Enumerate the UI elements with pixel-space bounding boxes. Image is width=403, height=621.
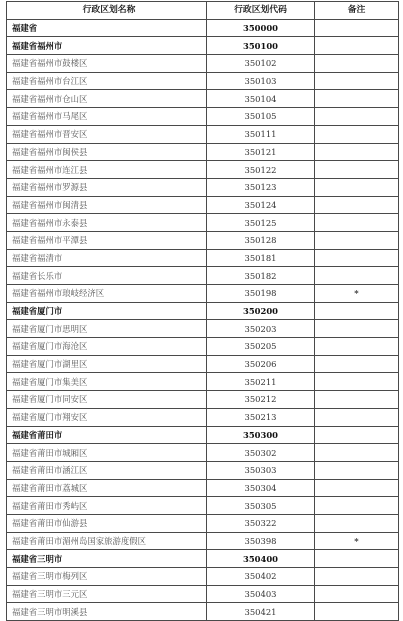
remark-cell: [315, 90, 399, 108]
remark-cell: [315, 408, 399, 426]
table-row: [7, 426, 399, 444]
division-code-cell: 350000: [207, 19, 315, 37]
division-name-cell: 福建省福州市台江区: [7, 72, 207, 90]
division-name-cell: 福建省莆田市秀屿区: [7, 497, 207, 515]
remark-cell: [315, 196, 399, 214]
table-row: [7, 514, 399, 532]
remark-cell: [315, 143, 399, 161]
division-code-cell: 350124: [207, 196, 315, 214]
table-header-row: [7, 2, 399, 20]
table-row: [7, 55, 399, 73]
remark-cell: *: [315, 532, 399, 550]
division-name-cell: 福建省厦门市集美区: [7, 373, 207, 391]
remark-cell: [315, 108, 399, 126]
remark-cell: [315, 373, 399, 391]
division-code-cell: 350122: [207, 161, 315, 179]
table-row: [7, 444, 399, 462]
remark-cell: [315, 514, 399, 532]
header-name: 行政区划名称: [7, 2, 207, 20]
table-row: [7, 568, 399, 586]
division-code-cell: 350303: [207, 461, 315, 479]
division-code-cell: 350403: [207, 585, 315, 603]
remark-cell: [315, 161, 399, 179]
division-name-cell: 福建省长乐市: [7, 267, 207, 285]
division-name-cell: 福建省三明市明溪县: [7, 603, 207, 621]
division-name-cell: 福建省莆田市涵江区: [7, 461, 207, 479]
table-row: [7, 72, 399, 90]
division-name-cell: 福建省莆田市仙游县: [7, 514, 207, 532]
table-row: [7, 108, 399, 126]
admin-division-table: [6, 1, 399, 621]
division-code-cell: 350205: [207, 338, 315, 356]
division-code-cell: 350200: [207, 302, 315, 320]
division-code-cell: 350100: [207, 37, 315, 55]
division-name-cell: 福建省福州市平潭县: [7, 231, 207, 249]
remark-cell: [315, 231, 399, 249]
remark-cell: [315, 37, 399, 55]
division-name-cell: 福建省厦门市同安区: [7, 391, 207, 409]
table-row: [7, 497, 399, 515]
division-name-cell: 福建省福州市连江县: [7, 161, 207, 179]
table-row: [7, 231, 399, 249]
remark-cell: [315, 444, 399, 462]
table-row: [7, 408, 399, 426]
remark-cell: [315, 550, 399, 568]
division-name-cell: 福建省福州市永泰县: [7, 214, 207, 232]
division-name-cell: 福建省福清市: [7, 249, 207, 267]
table-body: [7, 19, 399, 620]
remark-cell: [315, 426, 399, 444]
division-code-cell: 350105: [207, 108, 315, 126]
division-name-cell: 福建省莆田市荔城区: [7, 479, 207, 497]
table-row: [7, 178, 399, 196]
table-row: [7, 249, 399, 267]
remark-cell: [315, 55, 399, 73]
remark-cell: [315, 214, 399, 232]
division-name-cell: 福建省: [7, 19, 207, 37]
division-code-cell: 350300: [207, 426, 315, 444]
division-code-cell: 350128: [207, 231, 315, 249]
division-code-cell: 350181: [207, 249, 315, 267]
division-code-cell: 350111: [207, 125, 315, 143]
table-row: [7, 161, 399, 179]
division-code-cell: 350400: [207, 550, 315, 568]
remark-cell: [315, 302, 399, 320]
division-name-cell: 福建省莆田市湄州岛国家旅游度假区: [7, 532, 207, 550]
table-row: [7, 196, 399, 214]
table-row: [7, 391, 399, 409]
division-code-cell: 350104: [207, 90, 315, 108]
table-row: [7, 603, 399, 621]
division-code-cell: 350213: [207, 408, 315, 426]
table-row: [7, 585, 399, 603]
remark-cell: [315, 320, 399, 338]
table-row: [7, 37, 399, 55]
remark-cell: [315, 603, 399, 621]
division-code-cell: 350305: [207, 497, 315, 515]
division-code-cell: 350322: [207, 514, 315, 532]
division-code-cell: 350125: [207, 214, 315, 232]
division-code-cell: 350212: [207, 391, 315, 409]
division-name-cell: 福建省福州市闽清县: [7, 196, 207, 214]
remark-cell: [315, 479, 399, 497]
division-name-cell: 福建省福州市闽侯县: [7, 143, 207, 161]
table-row: [7, 19, 399, 37]
remark-cell: [315, 125, 399, 143]
division-name-cell: 福建省厦门市湖里区: [7, 355, 207, 373]
division-name-cell: 福建省福州市: [7, 37, 207, 55]
division-code-cell: 350304: [207, 479, 315, 497]
table-row: [7, 373, 399, 391]
division-code-cell: 350103: [207, 72, 315, 90]
division-code-cell: 350398: [207, 532, 315, 550]
table-row: [7, 285, 399, 303]
division-name-cell: 福建省福州市鼓楼区: [7, 55, 207, 73]
remark-cell: *: [315, 285, 399, 303]
table-row: [7, 338, 399, 356]
table-row: [7, 302, 399, 320]
table-row: [7, 90, 399, 108]
division-name-cell: 福建省福州市罗源县: [7, 178, 207, 196]
remark-cell: [315, 338, 399, 356]
division-name-cell: 福建省莆田市: [7, 426, 207, 444]
division-name-cell: 福建省厦门市思明区: [7, 320, 207, 338]
division-name-cell: 福建省三明市三元区: [7, 585, 207, 603]
division-code-cell: 350302: [207, 444, 315, 462]
remark-cell: [315, 249, 399, 267]
table-row: [7, 461, 399, 479]
division-name-cell: 福建省福州市琅岐经济区: [7, 285, 207, 303]
division-code-cell: 350203: [207, 320, 315, 338]
division-code-cell: 350121: [207, 143, 315, 161]
division-name-cell: 福建省三明市: [7, 550, 207, 568]
header-note: 备注: [315, 2, 399, 20]
remark-cell: [315, 355, 399, 373]
table-row: [7, 143, 399, 161]
remark-cell: [315, 72, 399, 90]
division-name-cell: 福建省厦门市海沧区: [7, 338, 207, 356]
division-name-cell: 福建省福州市马尾区: [7, 108, 207, 126]
division-name-cell: 福建省三明市梅列区: [7, 568, 207, 586]
division-code-cell: 350402: [207, 568, 315, 586]
remark-cell: [315, 497, 399, 515]
division-code-cell: 350198: [207, 285, 315, 303]
remark-cell: [315, 568, 399, 586]
division-code-cell: 350102: [207, 55, 315, 73]
table-row: [7, 125, 399, 143]
remark-cell: [315, 461, 399, 479]
remark-cell: [315, 391, 399, 409]
remark-cell: [315, 178, 399, 196]
header-code: 行政区划代码: [207, 2, 315, 20]
division-name-cell: 福建省厦门市: [7, 302, 207, 320]
table-row: [7, 532, 399, 550]
remark-cell: [315, 267, 399, 285]
division-name-cell: 福建省莆田市城厢区: [7, 444, 207, 462]
table-row: [7, 214, 399, 232]
division-name-cell: 福建省福州市仓山区: [7, 90, 207, 108]
table-row: [7, 550, 399, 568]
division-name-cell: 福建省福州市晋安区: [7, 125, 207, 143]
division-code-cell: 350211: [207, 373, 315, 391]
division-code-cell: 350206: [207, 355, 315, 373]
remark-cell: [315, 585, 399, 603]
table-row: [7, 320, 399, 338]
division-name-cell: 福建省厦门市翔安区: [7, 408, 207, 426]
division-code-cell: 350123: [207, 178, 315, 196]
division-code-cell: 350421: [207, 603, 315, 621]
division-code-cell: 350182: [207, 267, 315, 285]
remark-cell: [315, 19, 399, 37]
table-row: [7, 267, 399, 285]
table-row: [7, 355, 399, 373]
table-row: [7, 479, 399, 497]
